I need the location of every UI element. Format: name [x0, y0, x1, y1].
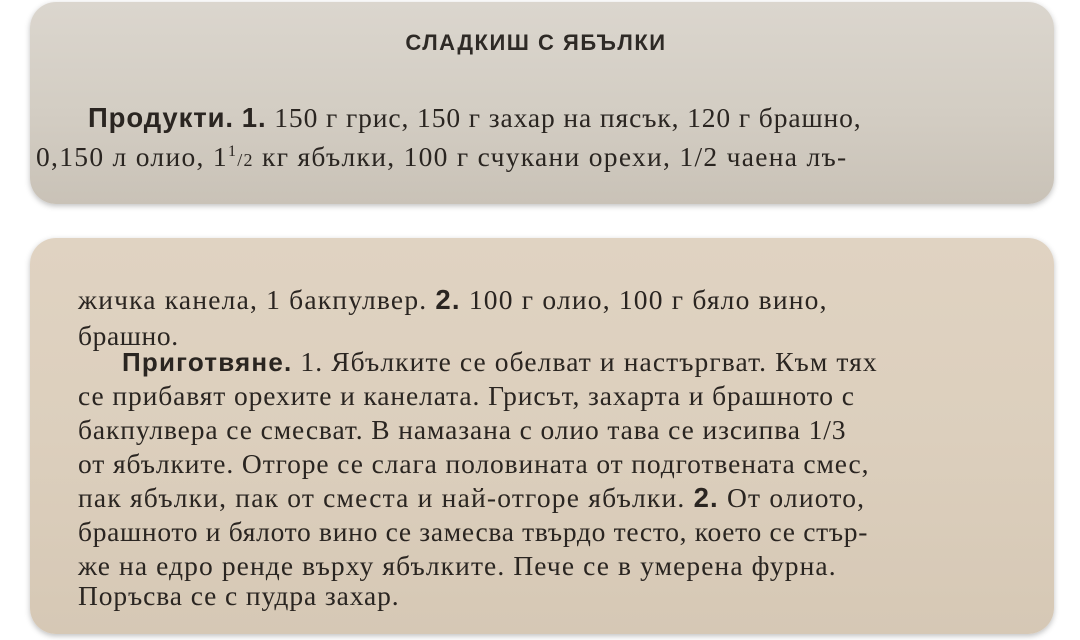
- products-text-2a: 0,150 л олио, 1: [36, 141, 228, 172]
- products-line-2: [36, 136, 847, 176]
- products-text-3b: 100 г олио, 100 г бяло вино,: [468, 284, 828, 315]
- preparation-text-1: 1. Ябълките се обелват и настъргват. Към тях: [300, 346, 878, 377]
- preparation-line-8: [78, 580, 400, 612]
- fraction-numerator: 1: [227, 143, 238, 160]
- preparation-text-4: от ябълките. Отгоре се слага половината от подготвената смес,: [78, 448, 870, 479]
- products-text-4: брашно.: [78, 320, 179, 351]
- page-clipping-top: [30, 2, 1054, 204]
- products-item-number-1: 1.: [241, 102, 267, 133]
- preparation-line-1: [122, 346, 878, 378]
- products-heading: Продукти.: [88, 102, 234, 133]
- preparation-text-5a: пак ябълки, пак от сместа и най-отгоре ябълки.: [78, 482, 686, 513]
- preparation-step-number-2: 2.: [693, 482, 719, 513]
- products-text-2b: кг ябълки, 100 г счукани орехи, 1/2 чаена лъ-: [253, 141, 848, 172]
- preparation-text-7: же на едро ренде върху ябълките. Пече се в умерена фурна.: [78, 550, 837, 581]
- fraction-denominator: /2: [237, 150, 254, 170]
- preparation-line-7: [78, 550, 837, 582]
- preparation-text-8: Поръсва се с пудра захар.: [78, 580, 400, 611]
- products-line-1: [88, 102, 862, 134]
- products-item-number-2: 2.: [435, 284, 461, 315]
- products-line-3: [78, 284, 828, 316]
- preparation-line-2: [78, 380, 855, 412]
- preparation-text-2: се прибавят орехите и канелата. Грисът, захарта и брашното с: [78, 380, 855, 411]
- page-clipping-bottom: [30, 238, 1054, 634]
- preparation-line-5: [78, 482, 865, 514]
- preparation-text-6: брашното и бялото вино се замесва твърдо тесто, което се стър-: [78, 516, 869, 547]
- products-text-1: 150 г грис, 150 г захар на пясък, 120 г брашно,: [274, 102, 862, 133]
- preparation-heading: Приготвяне.: [122, 347, 293, 377]
- preparation-text-5b: От олиото,: [726, 482, 866, 513]
- products-text-3a: жичка канела, 1 бакпулвер.: [78, 284, 428, 315]
- preparation-line-4: [78, 448, 869, 480]
- preparation-line-3: [78, 414, 846, 446]
- preparation-line-6: [78, 516, 868, 548]
- recipe-title: СЛАДКИШ С ЯБЪЛКИ: [405, 30, 667, 55]
- preparation-text-3: бакпулвера се смесват. В намазана с олио тава се изсипва 1/3: [78, 414, 847, 445]
